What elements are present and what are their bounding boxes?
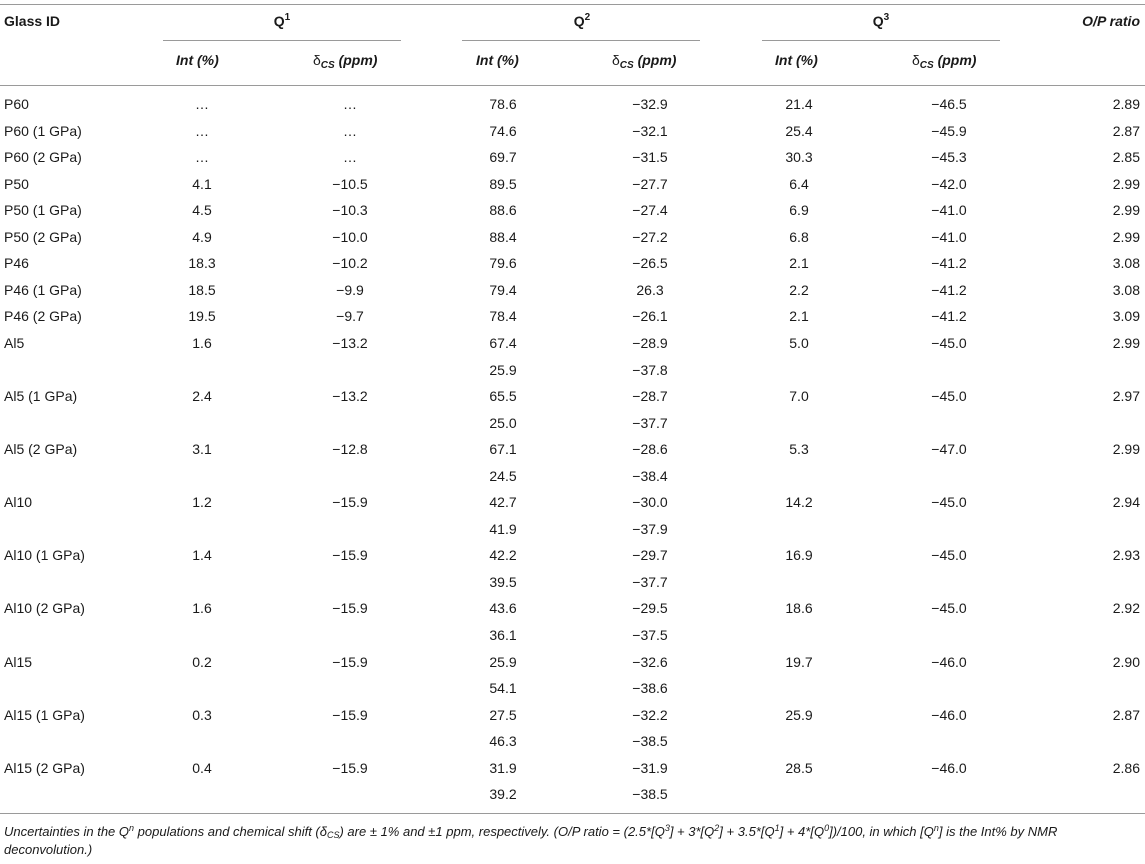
cell-glass-id: Al10 (1 GPa) [4, 547, 85, 563]
cell-q2-cs: −31.9 [632, 760, 668, 776]
cell-q2-cs: −32.9 [632, 96, 668, 112]
cell-q3-int: 6.4 [789, 176, 809, 192]
cell-q3-int: 18.6 [785, 600, 813, 616]
header-q2-cs: $\delta_{CS}$ (ppm) [612, 52, 677, 71]
cell-q1-int: … [195, 123, 209, 139]
cell-glass-id: P50 (2 GPa) [4, 229, 82, 245]
cell-q2-int: 24.5 [489, 468, 517, 484]
cell-q3-cs: −45.0 [931, 388, 967, 404]
cell-q2-int: 25.0 [489, 415, 517, 431]
cell-q1-int: 2.4 [192, 388, 212, 404]
cell-op-ratio: 2.87 [1112, 707, 1140, 723]
cell-q1-int: 3.1 [192, 441, 212, 457]
cell-q3-cs: −46.5 [931, 96, 967, 112]
cell-q2-int: 79.4 [489, 282, 517, 298]
cell-op-ratio: 3.09 [1112, 308, 1140, 324]
cell-q2-int: 74.6 [489, 123, 517, 139]
cell-q3-cs: −47.0 [931, 441, 967, 457]
cell-glass-id: P46 (2 GPa) [4, 308, 82, 324]
table-bottom-rule [0, 813, 1145, 814]
cell-op-ratio: 3.08 [1112, 255, 1140, 271]
cell-q1-int: 4.9 [192, 229, 212, 245]
cell-q3-int: 2.1 [789, 308, 809, 324]
cell-q3-cs: −41.2 [931, 255, 967, 271]
cell-q2-int: 36.1 [489, 627, 517, 643]
cell-q1-int: 19.5 [188, 308, 216, 324]
cell-q3-int: 2.2 [789, 282, 809, 298]
header-q2-int: Int (%) [476, 52, 519, 68]
cell-q3-int: 30.3 [785, 149, 813, 165]
cell-q2-int: 42.2 [489, 547, 517, 563]
cell-q3-cs: −41.2 [931, 282, 967, 298]
cell-glass-id: P60 (1 GPa) [4, 123, 82, 139]
cell-q3-cs: −45.9 [931, 123, 967, 139]
cell-q3-int: 5.3 [789, 441, 809, 457]
table-top-rule [0, 4, 1145, 5]
cell-q1-int: 4.5 [192, 202, 212, 218]
cell-q3-int: 6.9 [789, 202, 809, 218]
cell-q3-int: 25.4 [785, 123, 813, 139]
cell-q2-int: 39.2 [489, 786, 517, 802]
cell-q3-int: 25.9 [785, 707, 813, 723]
cell-q2-cs: −38.4 [632, 468, 668, 484]
cell-q2-cs: −37.7 [632, 574, 668, 590]
cell-glass-id: P46 [4, 255, 29, 271]
cell-q2-cs: −27.2 [632, 229, 668, 245]
cell-q2-cs: 26.3 [636, 282, 664, 298]
cell-q1-int: 1.4 [192, 547, 212, 563]
cell-q2-int: 31.9 [489, 760, 517, 776]
cell-glass-id: P50 (1 GPa) [4, 202, 82, 218]
cell-glass-id: Al15 (2 GPa) [4, 760, 85, 776]
cell-op-ratio: 2.87 [1112, 123, 1140, 139]
cell-q1-int: 1.6 [192, 600, 212, 616]
cell-q1-cs: −10.5 [332, 176, 368, 192]
cell-q2-cs: −38.5 [632, 733, 668, 749]
cell-q3-cs: −46.0 [931, 707, 967, 723]
cell-q2-cs: −37.8 [632, 362, 668, 378]
cell-q2-cs: −26.5 [632, 255, 668, 271]
cell-q2-cs: −28.7 [632, 388, 668, 404]
cell-q3-cs: −45.0 [931, 335, 967, 351]
cell-q3-cs: −45.0 [931, 494, 967, 510]
header-glass-id: Glass ID [4, 13, 61, 29]
cell-q1-int: 4.1 [192, 176, 212, 192]
cell-q1-cs: −9.9 [336, 282, 364, 298]
cell-q3-cs: −45.0 [931, 600, 967, 616]
cell-q2-int: 27.5 [489, 707, 517, 723]
cell-op-ratio: 2.89 [1112, 96, 1140, 112]
cell-q3-int: 16.9 [785, 547, 813, 563]
cell-q2-int: 67.1 [489, 441, 517, 457]
cell-glass-id: Al10 (2 GPa) [4, 600, 85, 616]
cell-glass-id: Al15 (1 GPa) [4, 707, 85, 723]
cell-glass-id: P60 (2 GPa) [4, 149, 82, 165]
cell-q1-cs: −9.7 [336, 308, 364, 324]
cell-glass-id: Al5 (2 GPa) [4, 441, 78, 457]
cell-q1-cs: −13.2 [332, 335, 368, 351]
cell-q1-int: … [195, 96, 209, 112]
cell-q2-int: 25.9 [489, 654, 517, 670]
cell-q2-cs: −31.5 [632, 149, 668, 165]
cell-q1-cs: −15.9 [332, 600, 368, 616]
cell-q1-cs: … [343, 149, 357, 165]
cell-q2-cs: −32.1 [632, 123, 668, 139]
q2-group-rule [462, 40, 700, 41]
cell-q2-int: 89.5 [489, 176, 517, 192]
cell-q1-cs: −10.2 [332, 255, 368, 271]
cell-q1-int: 0.4 [192, 760, 212, 776]
cell-q2-cs: −37.7 [632, 415, 668, 431]
cell-q1-cs: −15.9 [332, 760, 368, 776]
cell-q1-cs: … [343, 123, 357, 139]
cell-op-ratio: 2.85 [1112, 149, 1140, 165]
cell-op-ratio: 2.99 [1112, 335, 1140, 351]
cell-q2-cs: −37.9 [632, 521, 668, 537]
cell-q2-int: 65.5 [489, 388, 517, 404]
cell-q3-cs: −42.0 [931, 176, 967, 192]
cell-q2-int: 69.7 [489, 149, 517, 165]
cell-q1-cs: −15.9 [332, 654, 368, 670]
header-q1-int: Int (%) [176, 52, 219, 68]
cell-glass-id: Al15 [4, 654, 33, 670]
cell-glass-id: P60 [4, 96, 29, 112]
cell-glass-id: P46 (1 GPa) [4, 282, 82, 298]
cell-op-ratio: 2.93 [1112, 547, 1140, 563]
cell-q1-cs: −10.0 [332, 229, 368, 245]
cell-q3-int: 2.1 [789, 255, 809, 271]
cell-q2-int: 54.1 [489, 680, 517, 696]
cell-q3-cs: −46.0 [931, 654, 967, 670]
cell-q1-cs: −13.2 [332, 388, 368, 404]
cell-q2-int: 88.6 [489, 202, 517, 218]
cell-q2-cs: −38.6 [632, 680, 668, 696]
cell-q3-int: 5.0 [789, 335, 809, 351]
cell-op-ratio: 2.99 [1112, 441, 1140, 457]
header-op-ratio: O/P ratio [1082, 13, 1140, 29]
cell-q2-cs: −29.5 [632, 600, 668, 616]
cell-op-ratio: 2.99 [1112, 229, 1140, 245]
cell-q3-cs: −41.0 [931, 202, 967, 218]
cell-q3-int: 28.5 [785, 760, 813, 776]
cell-op-ratio: 2.92 [1112, 600, 1140, 616]
cell-q1-int: 0.2 [192, 654, 212, 670]
cell-q3-cs: −41.0 [931, 229, 967, 245]
cell-op-ratio: 2.97 [1112, 388, 1140, 404]
cell-q1-cs: … [343, 96, 357, 112]
cell-q3-cs: −46.0 [931, 760, 967, 776]
cell-q1-int: 1.6 [192, 335, 212, 351]
cell-op-ratio: 2.99 [1112, 202, 1140, 218]
cell-q3-int: 21.4 [785, 96, 813, 112]
cell-q3-int: 7.0 [789, 388, 809, 404]
cell-q2-cs: −38.5 [632, 786, 668, 802]
cell-q2-int: 78.6 [489, 96, 517, 112]
cell-q3-int: 14.2 [785, 494, 813, 510]
cell-q2-cs: −29.7 [632, 547, 668, 563]
cell-q2-cs: −28.9 [632, 335, 668, 351]
header-q1-cs: $\delta_{CS}$ (ppm) [313, 52, 378, 71]
cell-glass-id: Al5 (1 GPa) [4, 388, 78, 404]
cell-q1-int: 1.2 [192, 494, 212, 510]
cell-q1-int: 18.3 [188, 255, 216, 271]
q1-group-rule [163, 40, 401, 41]
cell-q1-cs: −12.8 [332, 441, 368, 457]
cell-q2-int: 42.7 [489, 494, 517, 510]
cell-q3-int: 6.8 [789, 229, 809, 245]
cell-q1-cs: −15.9 [332, 547, 368, 563]
cell-glass-id: Al10 [4, 494, 33, 510]
cell-q3-cs: −41.2 [931, 308, 967, 324]
cell-q3-int: 19.7 [785, 654, 813, 670]
cell-q1-int: 18.5 [188, 282, 216, 298]
cell-q2-cs: −26.1 [632, 308, 668, 324]
cell-q2-int: 79.6 [489, 255, 517, 271]
cell-op-ratio: 2.86 [1112, 760, 1140, 776]
cell-q2-int: 41.9 [489, 521, 517, 537]
cell-q2-cs: −37.5 [632, 627, 668, 643]
header-q3-int: Int (%) [775, 52, 818, 68]
cell-q2-int: 43.6 [489, 600, 517, 616]
cell-glass-id: Al5 [4, 335, 25, 351]
cell-q1-cs: −15.9 [332, 707, 368, 723]
cell-q3-cs: −45.0 [931, 547, 967, 563]
cell-q3-cs: −45.3 [931, 149, 967, 165]
cell-glass-id: P50 [4, 176, 29, 192]
cell-q2-int: 88.4 [489, 229, 517, 245]
q3-group-rule [762, 40, 1000, 41]
cell-q2-cs: −27.7 [632, 176, 668, 192]
table-footnote: Uncertainties in the $Q^n$ populations and chemical shift $(\delta_{CS})$ are ± 1% and ±1 ppm, respectively. (O/P ratio = $(2.5*[Q^3] + 3*[Q^2] + 3.5*[Q^1] + 4*[Q^0])/100$, in which $[Q^n]$ is the Int% by NMR deconvolution.) [4, 823, 1058, 857]
cell-q2-cs: −32.6 [632, 654, 668, 670]
cell-q2-cs: −28.6 [632, 441, 668, 457]
cell-q1-cs: −10.3 [332, 202, 368, 218]
cell-q2-cs: −30.0 [632, 494, 668, 510]
cell-q2-cs: −27.4 [632, 202, 668, 218]
cell-op-ratio: 3.08 [1112, 282, 1140, 298]
cell-op-ratio: 2.94 [1112, 494, 1140, 510]
header-q2: $Q^2$ [573, 12, 591, 29]
cell-q2-int: 78.4 [489, 308, 517, 324]
cell-op-ratio: 2.99 [1112, 176, 1140, 192]
cell-q1-int: 0.3 [192, 707, 212, 723]
cell-q1-int: … [195, 149, 209, 165]
cell-q2-int: 67.4 [489, 335, 517, 351]
cell-q2-cs: −32.2 [632, 707, 668, 723]
cell-op-ratio: 2.90 [1112, 654, 1140, 670]
header-bottom-rule [0, 85, 1145, 86]
header-q3-cs: $\delta_{CS}$ (ppm) [912, 52, 977, 71]
cell-q2-int: 39.5 [489, 574, 517, 590]
cell-q2-int: 25.9 [489, 362, 517, 378]
header-q1: $Q^1$ [273, 12, 291, 29]
header-q3: $Q^3$ [872, 12, 890, 29]
cell-q2-int: 46.3 [489, 733, 517, 749]
cell-q1-cs: −15.9 [332, 494, 368, 510]
